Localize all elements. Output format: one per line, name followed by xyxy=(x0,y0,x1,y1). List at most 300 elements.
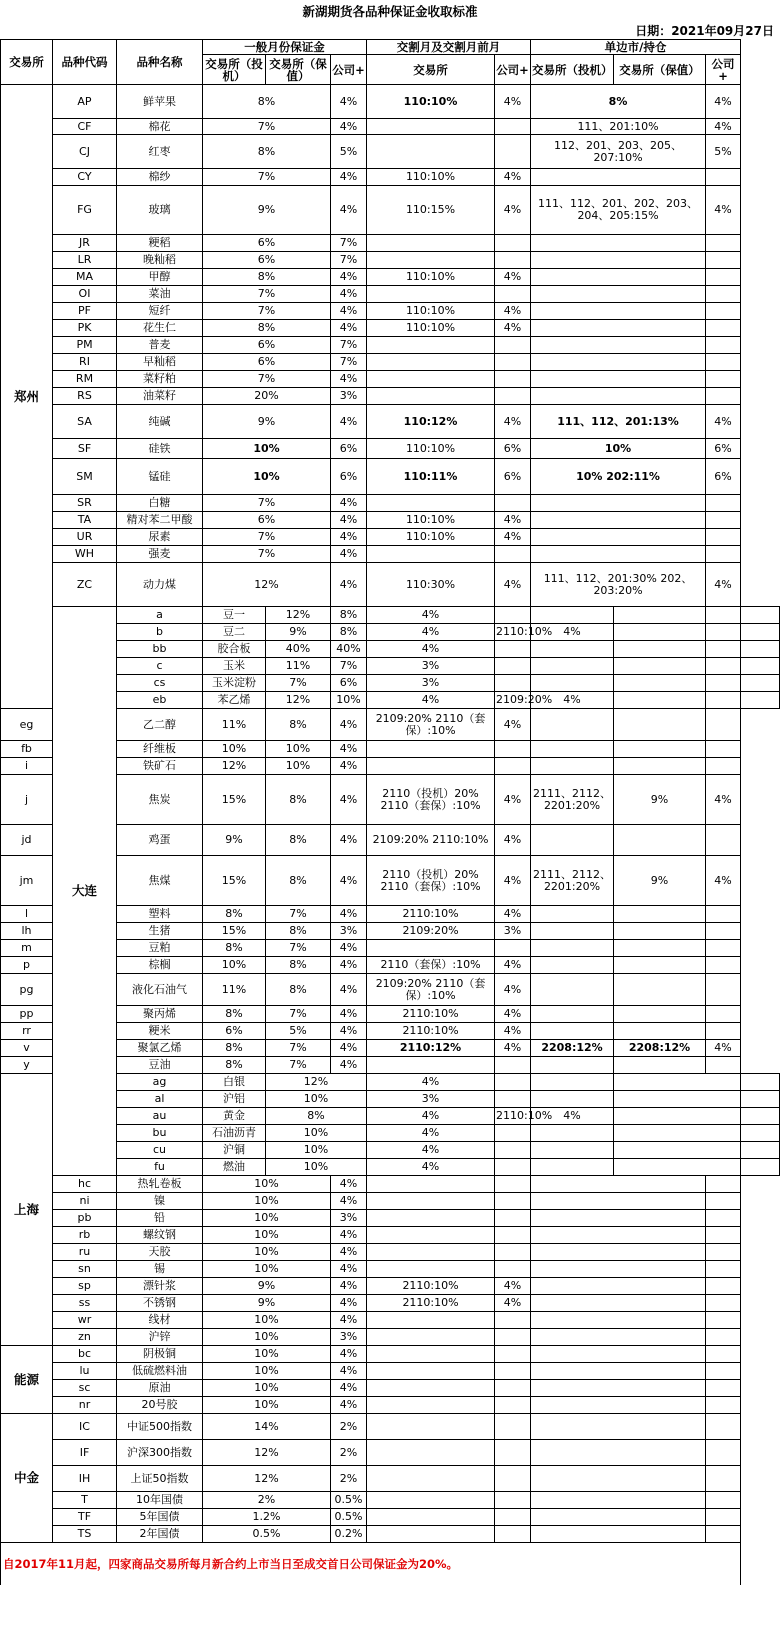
table-row xyxy=(1,495,780,512)
general-spec-margin: 9% xyxy=(266,624,331,641)
unilateral-hedge-margin xyxy=(614,923,706,940)
unilateral-margin xyxy=(531,1526,706,1543)
header-row-top xyxy=(1,40,780,55)
general-margin: 10% xyxy=(203,439,331,459)
unilateral-margin xyxy=(614,1091,741,1108)
general-spec-margin: 9% xyxy=(203,825,266,856)
product-name: 5年国债 xyxy=(117,1509,203,1526)
delivery-exchange-margin: 110:10% xyxy=(367,439,495,459)
header-delivery-exchange: 交易所 xyxy=(367,55,495,85)
delivery-exchange-margin xyxy=(495,1159,531,1176)
header-unilateral: 单边市/持仓 xyxy=(531,40,741,55)
unilateral-hedge-margin xyxy=(706,607,741,624)
product-name: 液化石油气 xyxy=(117,974,203,1006)
unilateral-margin xyxy=(531,1244,706,1261)
general-margin: 8% xyxy=(203,135,331,169)
table-row xyxy=(1,303,780,320)
general-company-margin: 4% xyxy=(331,1176,367,1193)
delivery-exchange-margin xyxy=(495,1074,531,1091)
product-name: 硅铁 xyxy=(117,439,203,459)
unilateral-company-margin xyxy=(706,1006,741,1023)
delivery-exchange-margin xyxy=(495,675,531,692)
product-name: 玉米 xyxy=(203,658,266,675)
unilateral-margin xyxy=(531,529,706,546)
general-margin: 7% xyxy=(203,119,331,135)
general-company-margin: 3% xyxy=(331,388,367,405)
product-code: TA xyxy=(53,512,117,529)
product-code: rr xyxy=(1,1023,53,1040)
product-name: 生猪 xyxy=(117,923,203,940)
unilateral-margin xyxy=(531,320,706,337)
product-code: PK xyxy=(53,320,117,337)
table-row xyxy=(1,1329,780,1346)
unilateral-company-margin xyxy=(706,1227,741,1244)
delivery-exchange-margin xyxy=(367,1380,495,1397)
general-company-margin: 2% xyxy=(331,1414,367,1440)
general-company-margin: 4% xyxy=(331,1227,367,1244)
general-margin: 10% xyxy=(203,1261,331,1278)
unilateral-company-margin: 4% xyxy=(706,85,741,119)
general-company-margin: 4% xyxy=(331,1006,367,1023)
product-name: 油菜籽 xyxy=(117,388,203,405)
table-row xyxy=(1,1040,780,1057)
unilateral-company-margin: 4% xyxy=(706,119,741,135)
unilateral-margin: 111、112、201:30% 202、203:20% xyxy=(531,563,706,607)
unilateral-hedge-margin xyxy=(706,658,741,675)
unilateral-company-margin xyxy=(741,692,780,709)
product-name: 甲醇 xyxy=(117,269,203,286)
product-code: PF xyxy=(53,303,117,320)
unilateral-margin xyxy=(531,1509,706,1526)
delivery-company-margin: 4% xyxy=(495,1006,531,1023)
general-spec-margin: 15% xyxy=(203,775,266,825)
table-row xyxy=(1,1074,780,1091)
general-margin: 14% xyxy=(203,1414,331,1440)
unilateral-hedge-margin xyxy=(614,741,706,758)
unilateral-spec-margin xyxy=(531,1057,614,1074)
product-code: ag xyxy=(117,1074,203,1091)
unilateral-company-margin xyxy=(706,940,741,957)
delivery-company-margin xyxy=(531,675,614,692)
footnote: 自2017年11月起，四家商品交易所每月新合约上市当日至成交首日公司保证金为20%。 xyxy=(1,1543,741,1585)
general-margin: 0.5% xyxy=(203,1526,331,1543)
delivery-exchange-margin xyxy=(367,337,495,354)
product-name: 锰硅 xyxy=(117,459,203,495)
product-name: 粳米 xyxy=(117,1023,203,1040)
unilateral-hedge-margin xyxy=(614,1023,706,1040)
delivery-company-margin: 6% xyxy=(495,459,531,495)
general-company-margin: 7% xyxy=(331,235,367,252)
delivery-exchange-margin xyxy=(367,235,495,252)
delivery-exchange-margin xyxy=(367,1397,495,1414)
delivery-company-margin: 4% xyxy=(495,957,531,974)
note-row xyxy=(1,1543,780,1585)
product-name: 红枣 xyxy=(117,135,203,169)
delivery-company-margin: 4% xyxy=(495,856,531,906)
unilateral-company-margin: 4% xyxy=(706,563,741,607)
general-company-margin: 2% xyxy=(331,1466,367,1492)
delivery-exchange-margin: 110:11% xyxy=(367,459,495,495)
header-delivery-company: 公司+ xyxy=(495,55,531,85)
delivery-exchange-margin: 110:10% xyxy=(367,169,495,186)
date-label: 日期：2021年09月27日 xyxy=(635,24,774,38)
unilateral-hedge-margin xyxy=(614,906,706,923)
product-code: cs xyxy=(117,675,203,692)
product-name: 石油沥青 xyxy=(203,1125,266,1142)
delivery-exchange-margin: 2109:20% xyxy=(367,923,495,940)
unilateral-margin xyxy=(531,1193,706,1210)
table-row xyxy=(1,675,780,692)
unilateral-company-margin xyxy=(706,388,741,405)
product-name: 螺纹钢 xyxy=(117,1227,203,1244)
delivery-company-margin xyxy=(495,1363,531,1380)
delivery-exchange-margin xyxy=(367,286,495,303)
general-margin: 12% xyxy=(203,1466,331,1492)
general-company-margin: 3% xyxy=(367,675,495,692)
product-name: 原油 xyxy=(117,1380,203,1397)
table-row xyxy=(1,354,780,371)
table-row xyxy=(1,512,780,529)
product-code: al xyxy=(117,1091,203,1108)
delivery-company-margin xyxy=(495,1176,531,1193)
unilateral-company-margin xyxy=(706,1312,741,1329)
delivery-exchange-margin: 2110:10% xyxy=(495,624,531,641)
general-hedge-margin: 8% xyxy=(266,974,331,1006)
general-hedge-margin: 40% xyxy=(331,641,367,658)
unilateral-company-margin xyxy=(706,825,741,856)
unilateral-company-margin xyxy=(706,1261,741,1278)
delivery-exchange-margin: 110:15% xyxy=(367,186,495,235)
table-row xyxy=(1,1210,780,1227)
general-company-margin: 4% xyxy=(331,186,367,235)
product-name: 鲜苹果 xyxy=(117,85,203,119)
product-name: 沪铜 xyxy=(203,1142,266,1159)
table-row xyxy=(1,1142,780,1159)
product-name: 纤维板 xyxy=(117,741,203,758)
header-general: 一般月份保证金 xyxy=(203,40,367,55)
unilateral-margin: 10% 202:11% xyxy=(531,459,706,495)
delivery-exchange-margin: 110:30% xyxy=(367,563,495,607)
product-name: 黄金 xyxy=(203,1108,266,1125)
general-company-margin: 4% xyxy=(331,1040,367,1057)
delivery-company-margin xyxy=(495,940,531,957)
general-hedge-margin: 8% xyxy=(266,856,331,906)
general-company-margin: 4% xyxy=(331,320,367,337)
delivery-exchange-margin: 110:12% xyxy=(367,405,495,439)
general-spec-margin: 8% xyxy=(203,906,266,923)
general-margin: 9% xyxy=(203,186,331,235)
table-row xyxy=(1,186,780,235)
delivery-exchange-margin: 110:10% xyxy=(367,512,495,529)
product-name: 铅 xyxy=(117,1210,203,1227)
general-company-margin: 4% xyxy=(331,825,367,856)
delivery-exchange-margin xyxy=(495,1091,531,1108)
product-name: 镍 xyxy=(117,1193,203,1210)
product-code: sc xyxy=(53,1380,117,1397)
table-row xyxy=(1,252,780,269)
general-company-margin: 7% xyxy=(331,337,367,354)
delivery-exchange-margin: 2110（套保）:10% xyxy=(367,957,495,974)
product-name: 不锈钢 xyxy=(117,1295,203,1312)
table-row xyxy=(1,1159,780,1176)
delivery-company-margin xyxy=(531,607,614,624)
product-name: 棉纱 xyxy=(117,169,203,186)
delivery-exchange-margin xyxy=(367,1193,495,1210)
table-row xyxy=(1,974,780,1006)
general-company-margin: 6% xyxy=(331,439,367,459)
table-row xyxy=(1,1176,780,1193)
product-name: 短纤 xyxy=(117,303,203,320)
product-code: lu xyxy=(53,1363,117,1380)
table-row xyxy=(1,563,780,607)
unilateral-company-margin xyxy=(706,252,741,269)
general-hedge-margin: 7% xyxy=(266,1006,331,1023)
product-code: pb xyxy=(53,1210,117,1227)
product-code: OI xyxy=(53,286,117,303)
general-margin: 6% xyxy=(203,512,331,529)
unilateral-margin xyxy=(531,286,706,303)
table-row xyxy=(1,235,780,252)
general-margin: 7% xyxy=(203,495,331,512)
general-company-margin: 3% xyxy=(367,658,495,675)
product-code: AP xyxy=(53,85,117,119)
general-spec-margin: 15% xyxy=(203,856,266,906)
table-row xyxy=(1,371,780,388)
header-unilateral-spec: 交易所（投机） xyxy=(531,55,614,85)
delivery-company-margin: 4% xyxy=(495,303,531,320)
general-company-margin: 2% xyxy=(331,1440,367,1466)
table-row xyxy=(1,825,780,856)
general-company-margin: 4% xyxy=(331,1295,367,1312)
delivery-exchange-margin xyxy=(495,607,531,624)
unilateral-spec-margin xyxy=(531,709,614,741)
delivery-company-margin xyxy=(531,1142,614,1159)
unilateral-margin xyxy=(531,1363,706,1380)
header-unilateral-hedge: 交易所（保值） xyxy=(614,55,706,85)
table-row xyxy=(1,1295,780,1312)
unilateral-spec-margin: 2111、2112、2201:20% xyxy=(531,856,614,906)
table-row xyxy=(1,1227,780,1244)
unilateral-company-margin xyxy=(706,1244,741,1261)
table-row xyxy=(1,337,780,354)
general-hedge-margin: 8% xyxy=(266,957,331,974)
delivery-company-margin xyxy=(531,1125,614,1142)
general-margin: 8% xyxy=(203,269,331,286)
general-company-margin: 4% xyxy=(367,1142,495,1159)
product-code: jd xyxy=(1,825,53,856)
general-margin: 7% xyxy=(203,286,331,303)
unilateral-company-margin xyxy=(706,303,741,320)
general-company-margin: 7% xyxy=(331,354,367,371)
table-row xyxy=(1,1492,780,1509)
general-spec-margin: 8% xyxy=(203,1057,266,1074)
delivery-exchange-margin: 2109:20% 2110（套保）:10% xyxy=(367,709,495,741)
general-margin: 7% xyxy=(203,303,331,320)
product-name: 热轧卷板 xyxy=(117,1176,203,1193)
delivery-company-margin xyxy=(495,119,531,135)
unilateral-spec-margin xyxy=(531,1006,614,1023)
general-margin: 8% xyxy=(266,1108,367,1125)
table-row xyxy=(1,709,780,741)
table-row xyxy=(1,758,780,775)
unilateral-company-margin xyxy=(706,235,741,252)
product-name: 20号胶 xyxy=(117,1397,203,1414)
delivery-exchange-margin xyxy=(367,1346,495,1363)
unilateral-margin xyxy=(531,1466,706,1492)
table-row xyxy=(1,1346,780,1363)
table-row xyxy=(1,286,780,303)
general-margin: 7% xyxy=(203,169,331,186)
table-row xyxy=(1,529,780,546)
general-company-margin: 6% xyxy=(331,459,367,495)
general-margin: 10% xyxy=(203,1176,331,1193)
unilateral-spec-margin xyxy=(614,624,706,641)
product-code: CY xyxy=(53,169,117,186)
product-code: v xyxy=(1,1040,53,1057)
delivery-exchange-margin xyxy=(367,1261,495,1278)
exchange-cell: 大连 xyxy=(53,607,117,1176)
delivery-company-margin: 4% xyxy=(495,405,531,439)
exchange-cell: 上海 xyxy=(1,1074,53,1346)
product-name: 玻璃 xyxy=(117,186,203,235)
table-body xyxy=(1,85,780,1543)
unilateral-margin xyxy=(531,1278,706,1295)
delivery-exchange-margin xyxy=(367,1440,495,1466)
product-code: IC xyxy=(53,1414,117,1440)
delivery-exchange-margin xyxy=(367,741,495,758)
table-row xyxy=(1,320,780,337)
delivery-exchange-margin xyxy=(367,1329,495,1346)
unilateral-margin xyxy=(531,269,706,286)
unilateral-margin xyxy=(531,546,706,563)
unilateral-margin xyxy=(531,354,706,371)
table-row xyxy=(1,1414,780,1440)
general-company-margin: 4% xyxy=(331,1380,367,1397)
unilateral-spec-margin: 2208:12% xyxy=(531,1040,614,1057)
unilateral-company-margin xyxy=(706,1414,741,1440)
delivery-company-margin: 4% xyxy=(531,624,614,641)
table-row xyxy=(1,1108,780,1125)
product-code: b xyxy=(117,624,203,641)
unilateral-margin xyxy=(531,1329,706,1346)
delivery-company-margin xyxy=(531,658,614,675)
product-name: 乙二醇 xyxy=(117,709,203,741)
unilateral-company-margin: 6% xyxy=(706,439,741,459)
general-margin: 7% xyxy=(203,371,331,388)
general-company-margin: 4% xyxy=(331,1023,367,1040)
product-code: rb xyxy=(53,1227,117,1244)
product-code: y xyxy=(1,1057,53,1074)
table-row xyxy=(1,1091,780,1108)
table-row xyxy=(1,1397,780,1414)
table-row xyxy=(1,658,780,675)
unilateral-margin xyxy=(531,337,706,354)
exchange-cell: 能源 xyxy=(1,1346,53,1414)
unilateral-company-margin xyxy=(706,320,741,337)
table-row xyxy=(1,1006,780,1023)
delivery-company-margin: 4% xyxy=(531,692,614,709)
general-margin: 8% xyxy=(203,85,331,119)
unilateral-hedge-margin: 9% xyxy=(614,775,706,825)
delivery-company-margin xyxy=(495,1261,531,1278)
general-company-margin: 4% xyxy=(367,1108,495,1125)
header-general-hedge: 交易所（保值） xyxy=(266,55,331,85)
product-code: SA xyxy=(53,405,117,439)
product-code: pp xyxy=(1,1006,53,1023)
general-margin: 12% xyxy=(266,1074,367,1091)
unilateral-company-margin xyxy=(706,1380,741,1397)
product-name: 豆二 xyxy=(203,624,266,641)
delivery-company-margin: 4% xyxy=(495,1023,531,1040)
table-row xyxy=(1,405,780,439)
unilateral-hedge-margin: 9% xyxy=(614,856,706,906)
unilateral-company-margin xyxy=(706,1193,741,1210)
table-row xyxy=(1,940,780,957)
delivery-exchange-margin: 2110:10% xyxy=(367,1023,495,1040)
product-code: SR xyxy=(53,495,117,512)
product-name: 棉花 xyxy=(117,119,203,135)
delivery-company-margin xyxy=(495,354,531,371)
unilateral-hedge-margin xyxy=(614,825,706,856)
product-name: 焦炭 xyxy=(117,775,203,825)
product-code: FG xyxy=(53,186,117,235)
table-row xyxy=(1,775,780,825)
unilateral-spec-margin xyxy=(531,1023,614,1040)
header-general-spec: 交易所（投机） xyxy=(203,55,266,85)
table-row xyxy=(1,546,780,563)
general-hedge-margin: 5% xyxy=(266,1023,331,1040)
unilateral-margin xyxy=(531,371,706,388)
general-company-margin: 4% xyxy=(331,405,367,439)
general-hedge-margin: 10% xyxy=(331,692,367,709)
delivery-exchange-margin xyxy=(367,1312,495,1329)
general-company-margin: 4% xyxy=(331,269,367,286)
table-row xyxy=(1,135,780,169)
unilateral-company-margin xyxy=(706,1346,741,1363)
general-margin: 9% xyxy=(203,405,331,439)
unilateral-margin xyxy=(531,1414,706,1440)
unilateral-company-margin xyxy=(706,709,741,741)
delivery-company-margin xyxy=(495,1244,531,1261)
product-name: 早籼稻 xyxy=(117,354,203,371)
delivery-exchange-margin xyxy=(367,758,495,775)
table-row xyxy=(1,923,780,940)
delivery-company-margin: 4% xyxy=(495,1040,531,1057)
unilateral-company-margin xyxy=(706,974,741,1006)
product-code: m xyxy=(1,940,53,957)
general-company-margin: 4% xyxy=(331,286,367,303)
product-code: jm xyxy=(1,856,53,906)
unilateral-margin xyxy=(531,235,706,252)
general-hedge-margin: 10% xyxy=(266,758,331,775)
unilateral-margin xyxy=(531,169,706,186)
product-name: 动力煤 xyxy=(117,563,203,607)
general-hedge-margin: 8% xyxy=(266,825,331,856)
general-margin: 10% xyxy=(266,1091,367,1108)
delivery-exchange-margin xyxy=(367,546,495,563)
product-code: WH xyxy=(53,546,117,563)
product-name: 聚丙烯 xyxy=(117,1006,203,1023)
general-margin: 1.2% xyxy=(203,1509,331,1526)
unilateral-company-margin: 4% xyxy=(706,186,741,235)
general-company-margin: 4% xyxy=(331,303,367,320)
general-margin: 10% xyxy=(203,1380,331,1397)
general-margin: 10% xyxy=(203,1227,331,1244)
product-code: bb xyxy=(117,641,203,658)
header-delivery: 交割月及交割月前月 xyxy=(367,40,531,55)
general-spec-margin: 12% xyxy=(266,607,331,624)
product-name: 粳稻 xyxy=(117,235,203,252)
